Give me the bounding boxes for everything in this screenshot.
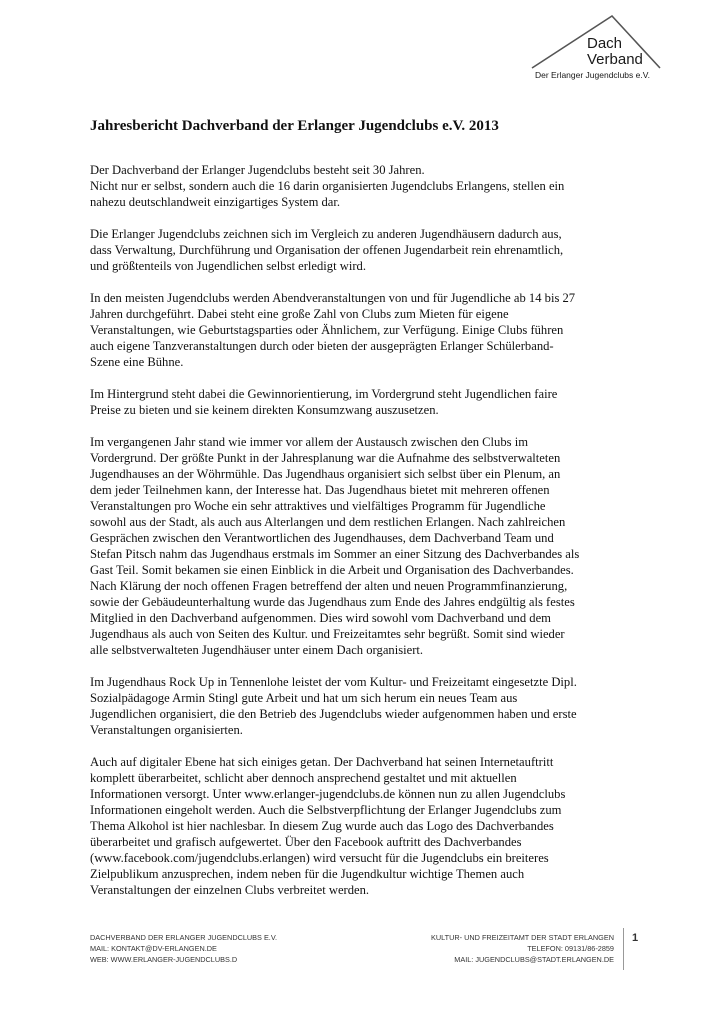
footer-left-mail: MAIL: KONTAKT@DV-ERLANGEN.DE <box>90 944 217 953</box>
footer-left-web: WEB: WWW.ERLANGER-JUGENDCLUBS.D <box>90 955 238 964</box>
paragraph-intro: Der Dachverband der Erlanger Jugendclubs besteht seit 30 Jahren. Nicht nur er selbst, sondern auch die 16 darin organisierten Jugendclubs Erlangens, stellen ein nahezu deutschlandweit einzigartiges System dar. <box>90 163 565 209</box>
logo-text-verband: Verband <box>587 51 643 68</box>
footer-right-phone: TELEFON: 09131/86-2859 <box>527 944 614 953</box>
footer-left <box>90 932 277 965</box>
logo-tagline: Der Erlanger Jugendclubs e.V. <box>535 70 650 80</box>
footer-right-mail: MAIL: JUGENDCLUBS@STADT.ERLANGEN.DE <box>454 955 614 964</box>
dachverband-logo <box>528 12 662 84</box>
paragraph-orientation: Im Hintergrund steht dabei die Gewinnorientierung, im Vordergrund steht Jugendlichen faire Preise zu bieten und sie keinem direkten Konsumzwang auszusetzen. <box>90 387 558 417</box>
paragraph-past-year: Im vergangenen Jahr stand wie immer vor allem der Austausch zwischen den Clubs im Vordergrund. Der größte Punkt in der Jahresplanung war die Aufnahme des selbstverwalteten Jugendhauses an der Wöhrmühle. Das Jugendhaus organisiert sich selbst über ein Plenum, an dem jeder Teilnehmen kann, der Interesse hat. Das Jugendhaus bietet mit mehreren offenen Veranstaltungen pro Woche ein sehr attraktives und vielfältiges Programm für Jugendliche sowohl aus der Stadt, als auch aus Alterlangen und dem restlichen Erlangen. Nach zahlreichen Gesprächen zwischen den Verantwortlichen des Jugendhauses, dem Dachverband Team und Stefan Pitsch nahm das Jugendhaus erstmals im Sommer an einer Sitzung des Dachverbandes als Gast Teil. Somit bekamen sie einen Einblick in die Arbeit und Organisation des Dachverbandes. Nach Klärung der noch offenen Fragen betreffend der alten und neuen Programmfinanzierung, sowie der Gebäudeunterhaltung wurde das Jugendhaus zum Ende des Jahres endgültig als festes Mitglied in den Dachverband aufgenommen. Dies wird sowohl vom Dachverband und dem Jugendhaus als auch von Seiten des Kultur. und Freizeitamtes sehr begrüßt. Somit sind wieder alle selbstverwalteten Jugendhäuser unter einem Dach organisiert. <box>90 435 580 657</box>
paragraph-events: In den meisten Jugendclubs werden Abendveranstaltungen von und für Jugendliche ab 14 bis 27 Jahren durchgeführt. Dabei steht eine große Zahl von Clubs zum Mieten für eigene Veranstaltungen, wie Geburtstagsparties oder Ähnlichem, zur Verfügung. Einige Clubs führen auch eigene Tanzveranstaltungen durch oder bieten der ausgeprägten Erlanger Schülerband- Szene eine Bühne. <box>90 291 576 369</box>
paragraph-rock-up: Im Jugendhaus Rock Up in Tennenlohe leistet der vom Kultur- und Freizeitamt eingesetzte Dipl. Sozialpädagoge Armin Stingl gute Arbeit und hat um sich herum ein neues Team aus Jugendlichen organisiert, die den Betrieb des Jugendclubs wieder aufgenommen haben und erste Veranstaltungen organisierten. <box>90 675 577 737</box>
page-number: 1 <box>632 932 639 944</box>
footer-right <box>431 932 614 965</box>
paragraph-digital: Auch auf digitaler Ebene hat sich einiges getan. Der Dachverband hat seinen Internetauftritt komplett überarbeitet, schlicht aber dennoch ansprechend gestaltet und mit aktuellen Informationen versorgt. Unter www.erlanger-jugendclubs.de können nun zu allen Jugendclubs Informationen eingeholt werden. Auch die Selbstverpflichtung der Erlanger Jugendclubs zum Thema Alkohol ist hier nachlesbar. In diesem Zug wurde auch das Logo des Dachverbandes überarbeitet und grafisch aufgewertet. Über den Facebook auftritt des Dachverbandes (www.facebook.com/jugendclubs.erlangen) wird versucht für die Jugendclubs ein breiteres Zielpublikum anzusprechen, indem neben für die Jugendkultur wichtige Themen auch Veranstaltungen der einzelnen Clubs verbreitet werden. <box>90 755 566 897</box>
page-title: Jahresbericht Dachverband der Erlanger Jugendclubs e.V. 2013 <box>90 118 499 134</box>
footer-left-org: DACHVERBAND DER ERLANGER JUGENDCLUBS E.V. <box>90 933 278 942</box>
logo-text-dach: Dach <box>587 35 623 52</box>
report-body <box>90 162 650 914</box>
footer-right-org: KULTUR- UND FREIZEITAMT DER STADT ERLANGEN <box>431 933 614 942</box>
footer-divider <box>623 928 624 970</box>
paragraph-volunteer: Die Erlanger Jugendclubs zeichnen sich im Vergleich zu anderen Jugendhäusern dadurch aus, dass Verwaltung, Durchführung und Organisation der offenen Jugendarbeit rein ehrenamtlich, und größtenteils von Jugendlichen selbst erledigt wird. <box>90 227 564 273</box>
